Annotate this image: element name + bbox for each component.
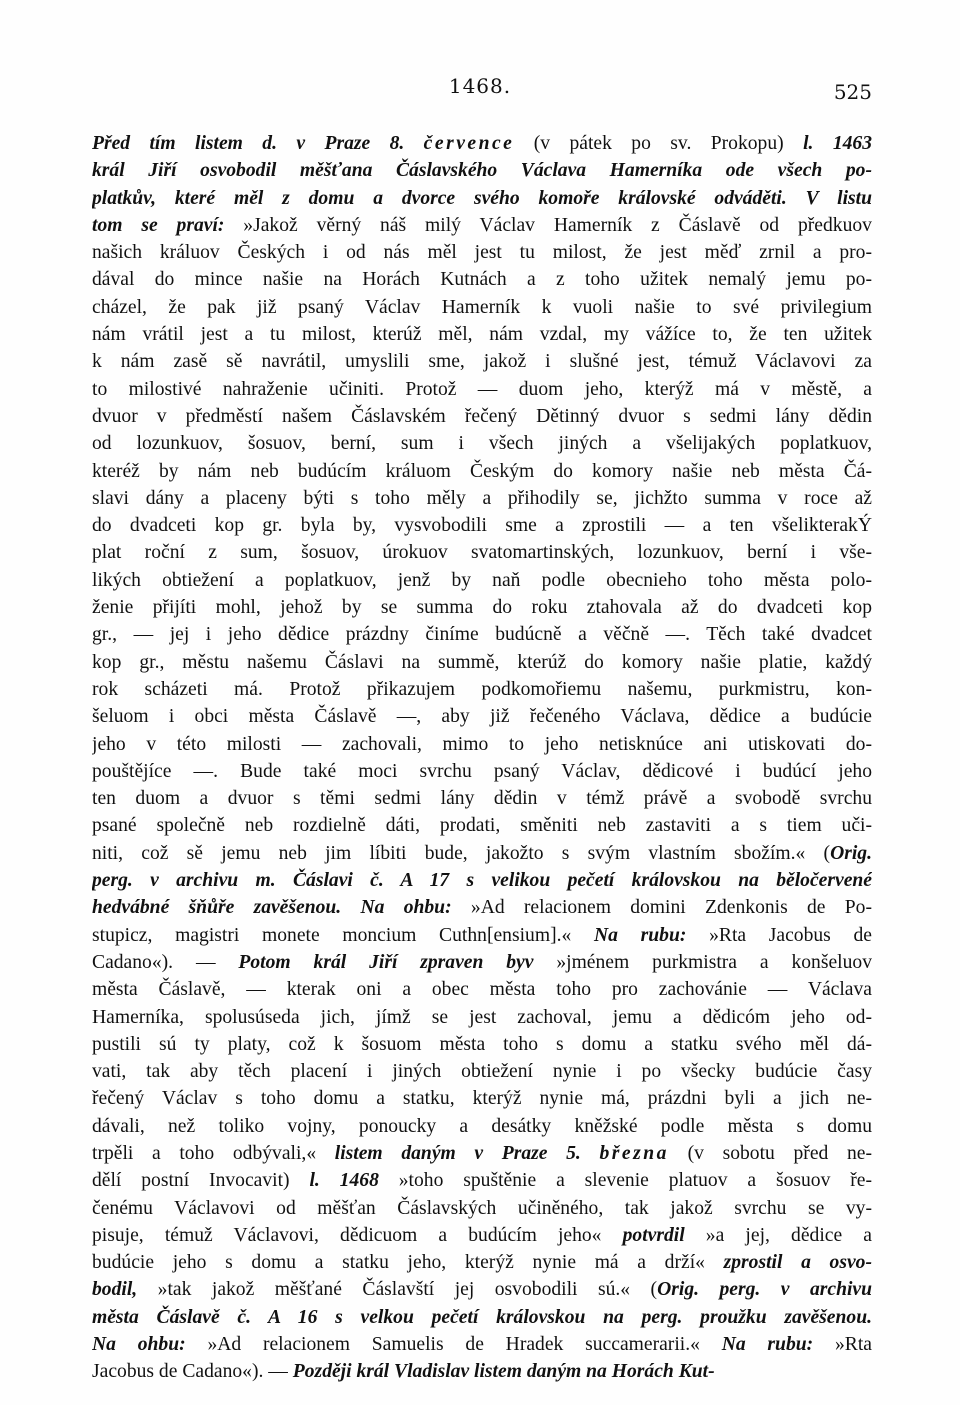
text-segment: cházel, že pak již psaný Václav Hamerník k vuoli našie to své privilegium	[92, 296, 872, 318]
text-line	[92, 512, 872, 539]
text-line	[92, 922, 872, 949]
text-segment: perg. v archivu m. Čáslavi č. A 17 s velikou pečetí královskou na běločervené	[92, 870, 872, 892]
text-segment: plat roční z sum, šosuov, úrokuov svatomartinských, lozunkuov, berní i vše-	[92, 542, 872, 564]
text-line	[92, 1331, 872, 1358]
text-segment: Orig. perg. v archivu	[657, 1279, 872, 1301]
text-segment: kop gr., městu našemu Čáslavi na summě, kterúž do komory našie platie, každý	[92, 651, 872, 673]
text-segment: nám vrátil jest a tu milost, kterúž měl, nám vzdal, my vážíce to, že ten užitek	[92, 324, 872, 346]
text-segment: července	[423, 133, 515, 154]
text-line	[92, 294, 872, 321]
text-line	[92, 621, 872, 648]
text-segment: kteréž by nám neb budúcím králuom Českým do komory našie neb města Čá-	[92, 460, 872, 482]
text-line	[92, 1085, 872, 1112]
header-year: 1468.	[448, 74, 512, 98]
text-segment: pustili sú ty platy, což k šosuom města toho s domu a statku svého měl dá-	[92, 1033, 872, 1055]
text-segment: »a jej, dědice a	[684, 1224, 872, 1246]
text-segment: to milostivé nahraženie učiniti. Protož — duom jeho, kterýž má v městě, a	[92, 378, 872, 400]
text-line	[92, 812, 872, 839]
text-segment: do dvadceti kop gr. byla by, vysvobodili sme a zprostili — a ten všelikterakÝ	[92, 515, 872, 537]
text-segment: niti, což sě jemu neb jim líbiti bude, jakožto s svým vlastním sbožím.« (	[92, 842, 831, 864]
text-segment: Hamerníka, spolusúseda jich, jímž se jest zachoval, jemu a dědicóm jeho od-	[92, 1006, 872, 1028]
text-line	[92, 212, 872, 239]
text-line	[92, 649, 872, 676]
text-segment: našich králuov Českých i od nás měl jest tu milost, že jest měď zrnil a pro-	[92, 242, 872, 264]
text-line	[92, 703, 872, 730]
text-line	[92, 458, 872, 485]
text-segment: »jménem purkmistra a konšeluov	[556, 951, 872, 973]
text-segment: »Ad relacionem domini Zdenkonis de Po-	[470, 897, 872, 919]
text-line	[92, 976, 872, 1003]
text-segment: »tak jakož měšťané Čáslavští jej osvobodili sú.« (	[137, 1279, 658, 1301]
text-segment: zprostil a osvo-	[723, 1252, 872, 1274]
text-segment: Orig.	[830, 842, 872, 864]
text-line	[92, 867, 872, 894]
text-line	[92, 239, 872, 266]
text-segment: rok scházeti má. Protož přikazujem podkomořiemu našemu, purkmistru, kon-	[92, 678, 872, 700]
text-segment: »Rta Jacobus de	[709, 924, 872, 946]
text-segment: dával do mince našie na Horách Kutnách a z toho užitek nemalý jemu po-	[92, 269, 872, 291]
text-segment: března	[599, 1142, 669, 1164]
text-segment: gr., — jej i jeho dědice prázdny činíme budúcně a věčně —. Těch také dvadcet	[92, 624, 872, 646]
text-line	[92, 157, 872, 184]
text-segment: řečený Václav s toho domu a statku, kterýž nynie má, prázdni byli a jich ne-	[92, 1088, 872, 1110]
text-line	[92, 1058, 872, 1085]
text-segment: psané společně neb rozdielně dáti, prodati, směniti neb zastaviti a s tiem uči-	[92, 815, 872, 837]
text-line	[92, 1358, 872, 1385]
text-segment: Jacobus de Cadano«). —	[92, 1361, 293, 1383]
text-line	[92, 403, 872, 430]
text-segment: budúcie jeho s domu a statku jeho, kterýž nynie má a drží«	[92, 1252, 724, 1274]
running-header	[0, 74, 960, 104]
text-segment: k nám zasě sě navrátil, umyslili sme, jakož i slušné jest, témuž Václavovi za	[92, 351, 872, 373]
text-line	[92, 485, 872, 512]
text-segment: Později král Vladislav listem daným na Horách Kut-	[292, 1361, 715, 1383]
text-segment: listem daným v Praze 5.	[334, 1142, 600, 1164]
text-line	[92, 594, 872, 621]
text-line	[92, 185, 872, 212]
text-line	[92, 949, 872, 976]
body-text	[92, 130, 872, 1386]
text-segment: ženie přijíti mohl, jehož by se summa do roku ztahovala až do dvadceti kop	[92, 597, 872, 619]
text-segment: čenému Václavovi od měšťan Čáslavských učiněného, tak jakož svrchu se vy-	[92, 1197, 872, 1219]
text-line	[92, 1249, 872, 1276]
text-segment: »toho spuštěnie a slevenie platuov a šosuov ře-	[378, 1170, 872, 1192]
text-segment: Cadano«). —	[92, 951, 239, 973]
text-segment: dvuor v předměstí našem Čáslavském řečený Dětinný dvuor s sedmi lány dědin	[92, 405, 872, 427]
text-line	[92, 266, 872, 293]
text-segment: (v sobotu před ne-	[668, 1142, 872, 1164]
text-line	[92, 1140, 872, 1167]
text-segment: (v pátek po sv. Prokopu)	[514, 133, 804, 154]
text-line	[92, 1004, 872, 1031]
text-segment: l. 1463	[803, 133, 872, 154]
text-segment: stupicz, magistri monete moncium Cuthn[ensium].«	[92, 924, 594, 946]
text-segment: l. 1468	[309, 1170, 379, 1192]
text-line	[92, 567, 872, 594]
text-line	[92, 1276, 872, 1303]
text-segment: hedvábné šňůře zavěšenou. Na ohbu:	[92, 897, 471, 919]
text-segment: dělí postní Invocavit)	[92, 1170, 310, 1192]
page-number: 525	[833, 80, 872, 104]
text-segment: města Čáslavě č. A 16 s velkou pečetí královskou na perg. proužku zavěšenou.	[92, 1306, 872, 1328]
text-segment: ten duom a dvuor s těmi sedmi lány dědin v témž právě a svobodě svrchu	[92, 788, 872, 810]
text-line	[92, 348, 872, 375]
text-segment: platkův, které měl z domu a dvorce svého komoře královské odváděti. V listu	[92, 187, 872, 209]
text-line	[92, 1195, 872, 1222]
text-segment: Před tím listem d. v Praze 8.	[92, 133, 424, 154]
text-line	[92, 894, 872, 921]
text-segment: likých obtiežení a poplatkuov, jenž by naň podle obecnieho toho města polo-	[92, 569, 872, 591]
text-segment: šeluom i obci města Čáslavě —, aby již řečeného Václava, dědice a budúcie	[92, 706, 872, 728]
text-line	[92, 321, 872, 348]
text-segment: jeho v této milosti — zachovali, mimo to jeho netisknúce ani utiskovati do-	[92, 733, 872, 755]
text-segment: tom se praví:	[92, 214, 244, 236]
text-segment: »Jakož věrný náš milý Václav Hamerník z Čáslavě od předkuov	[243, 214, 872, 236]
text-line	[92, 1222, 872, 1249]
text-segment: Potom král Jiří zpraven byv	[238, 951, 557, 973]
text-segment: trpěli a toho odbývali,«	[92, 1142, 335, 1164]
text-line	[92, 731, 872, 758]
text-line	[92, 840, 872, 867]
text-line	[92, 758, 872, 785]
text-line	[92, 1167, 872, 1194]
text-segment: dávali, než toliko vojny, ponoucky a desátky kněžské podle města s domu	[92, 1115, 872, 1137]
text-segment: Na ohbu:	[92, 1334, 208, 1356]
text-segment: král Jiří osvobodil měšťana Čáslavského Václava Hamerníka ode všech po-	[92, 160, 872, 182]
text-segment: Na rubu:	[721, 1334, 835, 1356]
text-segment: »Rta	[834, 1334, 872, 1356]
text-segment: bodil,	[92, 1279, 138, 1301]
text-segment: potvrdil	[622, 1224, 685, 1246]
text-line	[92, 376, 872, 403]
text-segment: města Čáslavě, — kterak oni a obec města toho pro zachovánie — Václava	[92, 979, 872, 1001]
text-line	[92, 1031, 872, 1058]
text-segment: pisuje, témuž Václavovi, dědicuom a budúcím jeho«	[92, 1224, 623, 1246]
text-segment: od lozunkuov, šosuov, berní, sum i všech jiných a všelijakých poplatkuov,	[92, 433, 872, 455]
text-segment: »Ad relacionem Samuelis de Hradek succamerarii.«	[207, 1334, 722, 1356]
text-line	[92, 130, 872, 157]
text-line	[92, 785, 872, 812]
text-segment: slavi dány a placeny býti s toho měly a přihodily se, jichžto summa v roce až	[92, 487, 872, 509]
text-line	[92, 1113, 872, 1140]
text-segment: vati, tak aby těch placení i jiných obtiežení nynie i po všecky budúcie časy	[92, 1061, 872, 1083]
text-segment: Na rubu:	[594, 924, 710, 946]
text-line	[92, 676, 872, 703]
text-line	[92, 430, 872, 457]
text-line	[92, 539, 872, 566]
text-segment: pouštějíce —. Bude také moci svrchu psaný Václav, dědicové i budúcí jeho	[92, 760, 872, 782]
text-line	[92, 1304, 872, 1331]
